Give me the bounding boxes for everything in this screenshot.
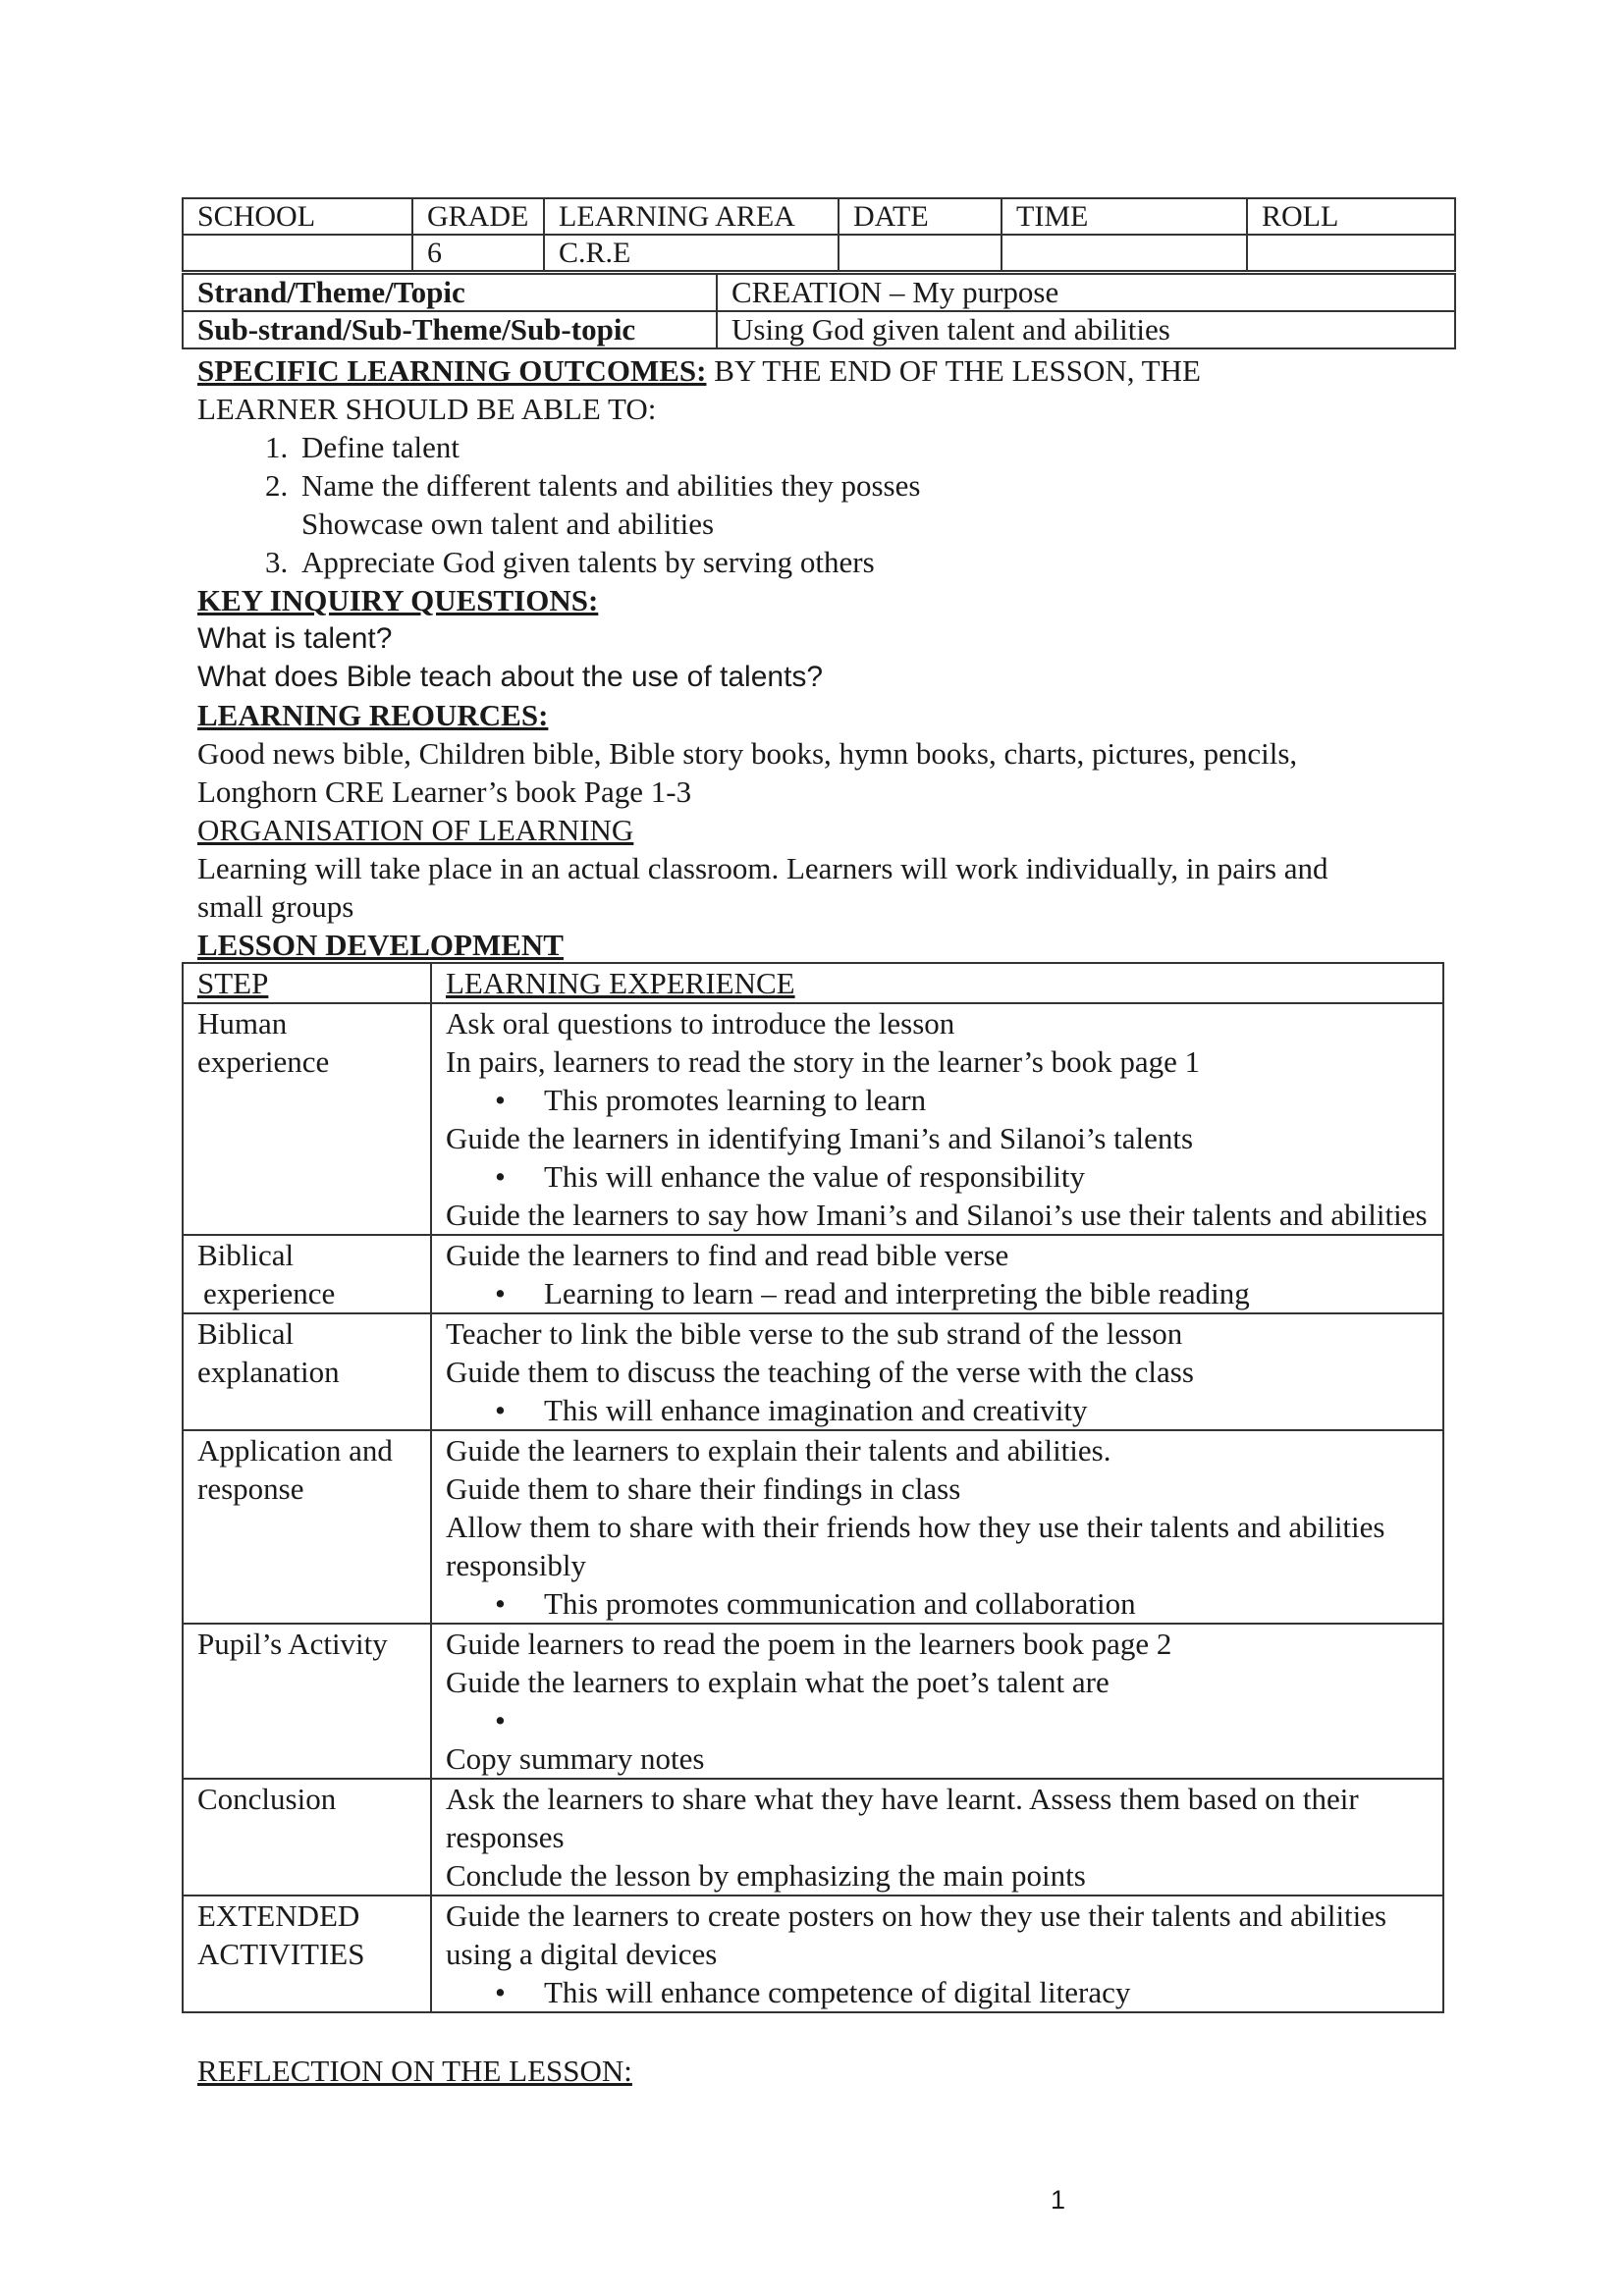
experience-cell — [431, 1896, 1443, 2012]
bullet-list — [446, 1701, 1429, 1739]
outcome-item-2 — [296, 466, 1454, 543]
lesson-row-human-experience — [183, 1003, 1443, 1235]
strand-label: Strand/Theme/Topic — [183, 274, 717, 311]
step-column-header: STEP — [183, 963, 431, 1003]
experience-cell — [431, 1779, 1443, 1896]
experience-line: Guide learners to read the poem in the learners book page 2 — [446, 1627, 1172, 1661]
substrand-value: Using God given talent and abilities — [717, 311, 1455, 348]
empty-bullet-item — [446, 1701, 1429, 1739]
lesson-row-extended-activities — [183, 1896, 1443, 2012]
bullet-list — [446, 1274, 1429, 1312]
school-value — [183, 235, 412, 271]
experience-line: Guide them to share their findings in class — [446, 1471, 961, 1506]
experience-cell — [431, 1624, 1443, 1779]
page-number: 1 — [1051, 2185, 1066, 2215]
substrand-row — [183, 311, 1455, 348]
outcomes-lead-2: LEARNER SHOULD BE ABLE TO: — [197, 392, 657, 426]
learning-area-value: C.R.E — [544, 235, 839, 271]
strand-table — [182, 273, 1456, 349]
lesson-row-biblical-explanation — [183, 1313, 1443, 1430]
bullet-list — [446, 1157, 1429, 1196]
strand-value: CREATION – My purpose — [717, 274, 1455, 311]
experience-line: Guide the learners to explain their talents and abilities. — [446, 1433, 1111, 1468]
bullet-list — [446, 1973, 1429, 2011]
inquiry-heading: KEY INQUIRY QUESTIONS: — [197, 583, 599, 617]
organisation-heading: ORGANISATION OF LEARNING — [197, 813, 634, 847]
outcome-item-2-text: Name the different talents and abilities they posses — [301, 468, 921, 503]
bullet-item: • This promotes communication and collaboration — [446, 1584, 1429, 1623]
outcome-item-3: 3. Appreciate God given talents by serving others — [296, 543, 1454, 581]
lesson-development-heading: LESSON DEVELOPMENT — [197, 928, 564, 962]
experience-line: In pairs, learners to read the story in the learner’s book page 1 — [446, 1044, 1201, 1079]
school-label: SCHOOL — [183, 198, 412, 235]
outcomes-heading: SPECIFIC LEARNING OUTCOMES: — [197, 353, 707, 388]
outcomes-list — [197, 428, 1454, 581]
organisation-line-2: small groups — [197, 889, 354, 924]
organisation-line-1: Learning will take place in an actual classroom. Learners will work individually, in pairs and — [197, 851, 1328, 885]
time-label: TIME — [1001, 198, 1247, 235]
bullet-item: • This promotes learning to learn — [446, 1081, 1429, 1119]
resources-line-1: Good news bible, Children bible, Bible story books, hymn books, charts, pictures, pencils, — [197, 736, 1298, 771]
substrand-label: Sub-strand/Sub-Theme/Sub-topic — [183, 311, 717, 348]
experience-cell — [431, 1235, 1443, 1313]
roll-value — [1247, 235, 1455, 271]
inquiry-question-1: What is talent? — [197, 622, 393, 655]
bullet-list — [446, 1081, 1429, 1119]
bullet-item: • This will enhance the value of responsibility — [446, 1157, 1429, 1196]
time-value — [1001, 235, 1247, 271]
grade-label: GRADE — [412, 198, 544, 235]
experience-column-header: LEARNING EXPERIENCE — [431, 963, 1443, 1003]
reflection-heading: REFLECTION ON THE LESSON: — [197, 2054, 632, 2088]
outcome-item-2-cont: Showcase own talent and abilities — [301, 507, 715, 541]
lesson-row-conclusion — [183, 1779, 1443, 1896]
experience-cell — [431, 1003, 1443, 1235]
date-label: DATE — [839, 198, 1001, 235]
lesson-plan-body — [197, 351, 1454, 964]
experience-line: Allow them to share with their friends how they use their talents and abilities responsibly — [446, 1510, 1385, 1582]
step-biblical-experience — [183, 1235, 431, 1313]
experience-line: Ask oral questions to introduce the lesson — [446, 1006, 955, 1041]
bullet-list — [446, 1391, 1429, 1429]
step-application-response: Application and response — [183, 1430, 431, 1624]
grade-value: 6 — [412, 235, 544, 271]
resources-line-2: Longhorn CRE Learner’s book Page 1-3 — [197, 774, 692, 809]
bullet-item: • This will enhance imagination and creativity — [446, 1391, 1429, 1429]
experience-line: Conclude the lesson by emphasizing the main points — [446, 1858, 1086, 1893]
experience-line: Teacher to link the bible verse to the sub strand of the lesson — [446, 1316, 1183, 1351]
experience-line: Guide the learners to say how Imani’s and Silanoi’s use their talents and abilities — [446, 1198, 1428, 1232]
bullet-list — [446, 1584, 1429, 1623]
outcomes-lead: BY THE END OF THE LESSON, THE — [706, 353, 1201, 388]
step-conclusion: Conclusion — [183, 1779, 431, 1896]
step-human-experience: Human experience — [183, 1003, 431, 1235]
experience-line: Guide the learners to explain what the poet’s talent are — [446, 1665, 1110, 1699]
step-biblical-explanation: Biblical explanation — [183, 1313, 431, 1430]
step-line: Biblical — [197, 1238, 295, 1272]
experience-line: Guide the learners to find and read bible verse — [446, 1238, 1009, 1272]
experience-cell — [431, 1430, 1443, 1624]
lesson-table — [182, 962, 1444, 2013]
experience-cell — [431, 1313, 1443, 1430]
header-values-row — [183, 235, 1455, 271]
date-value — [839, 235, 1001, 271]
step-extended-activities: EXTENDED ACTIVITIES — [183, 1896, 431, 2012]
resources-heading: LEARNING REOURCES: — [197, 698, 549, 732]
step-pupils-activity: Pupil’s Activity — [183, 1624, 431, 1779]
lesson-row-application — [183, 1430, 1443, 1624]
strand-row — [183, 274, 1455, 311]
inquiry-question-2: What does Bible teach about the use of talents? — [197, 661, 824, 693]
step-line: experience — [203, 1276, 336, 1310]
experience-line: Ask the learners to share what they have learnt. Assess them based on their responses — [446, 1782, 1359, 1854]
lesson-header-row — [183, 963, 1443, 1003]
outcomes-heading-line — [197, 351, 1454, 390]
header-labels-row — [183, 198, 1455, 235]
experience-line: Copy summary notes — [446, 1741, 705, 1776]
header-table — [182, 197, 1456, 272]
learning-area-label: LEARNING AREA — [544, 198, 839, 235]
bullet-item: • This will enhance competence of digital literacy — [446, 1973, 1429, 2011]
experience-line: Guide the learners in identifying Imani’s and Silanoi’s talents — [446, 1121, 1194, 1155]
experience-line: Guide the learners to create posters on how they use their talents and abilities using a digital devices — [446, 1898, 1387, 1971]
lesson-row-pupils-activity — [183, 1624, 1443, 1779]
roll-label: ROLL — [1247, 198, 1455, 235]
experience-line: Guide them to discuss the teaching of the verse with the class — [446, 1355, 1194, 1389]
bullet-item: • Learning to learn – read and interpreting the bible reading — [446, 1274, 1429, 1312]
outcome-item-1: 1. Define talent — [296, 428, 1454, 466]
lesson-row-biblical-experience — [183, 1235, 1443, 1313]
